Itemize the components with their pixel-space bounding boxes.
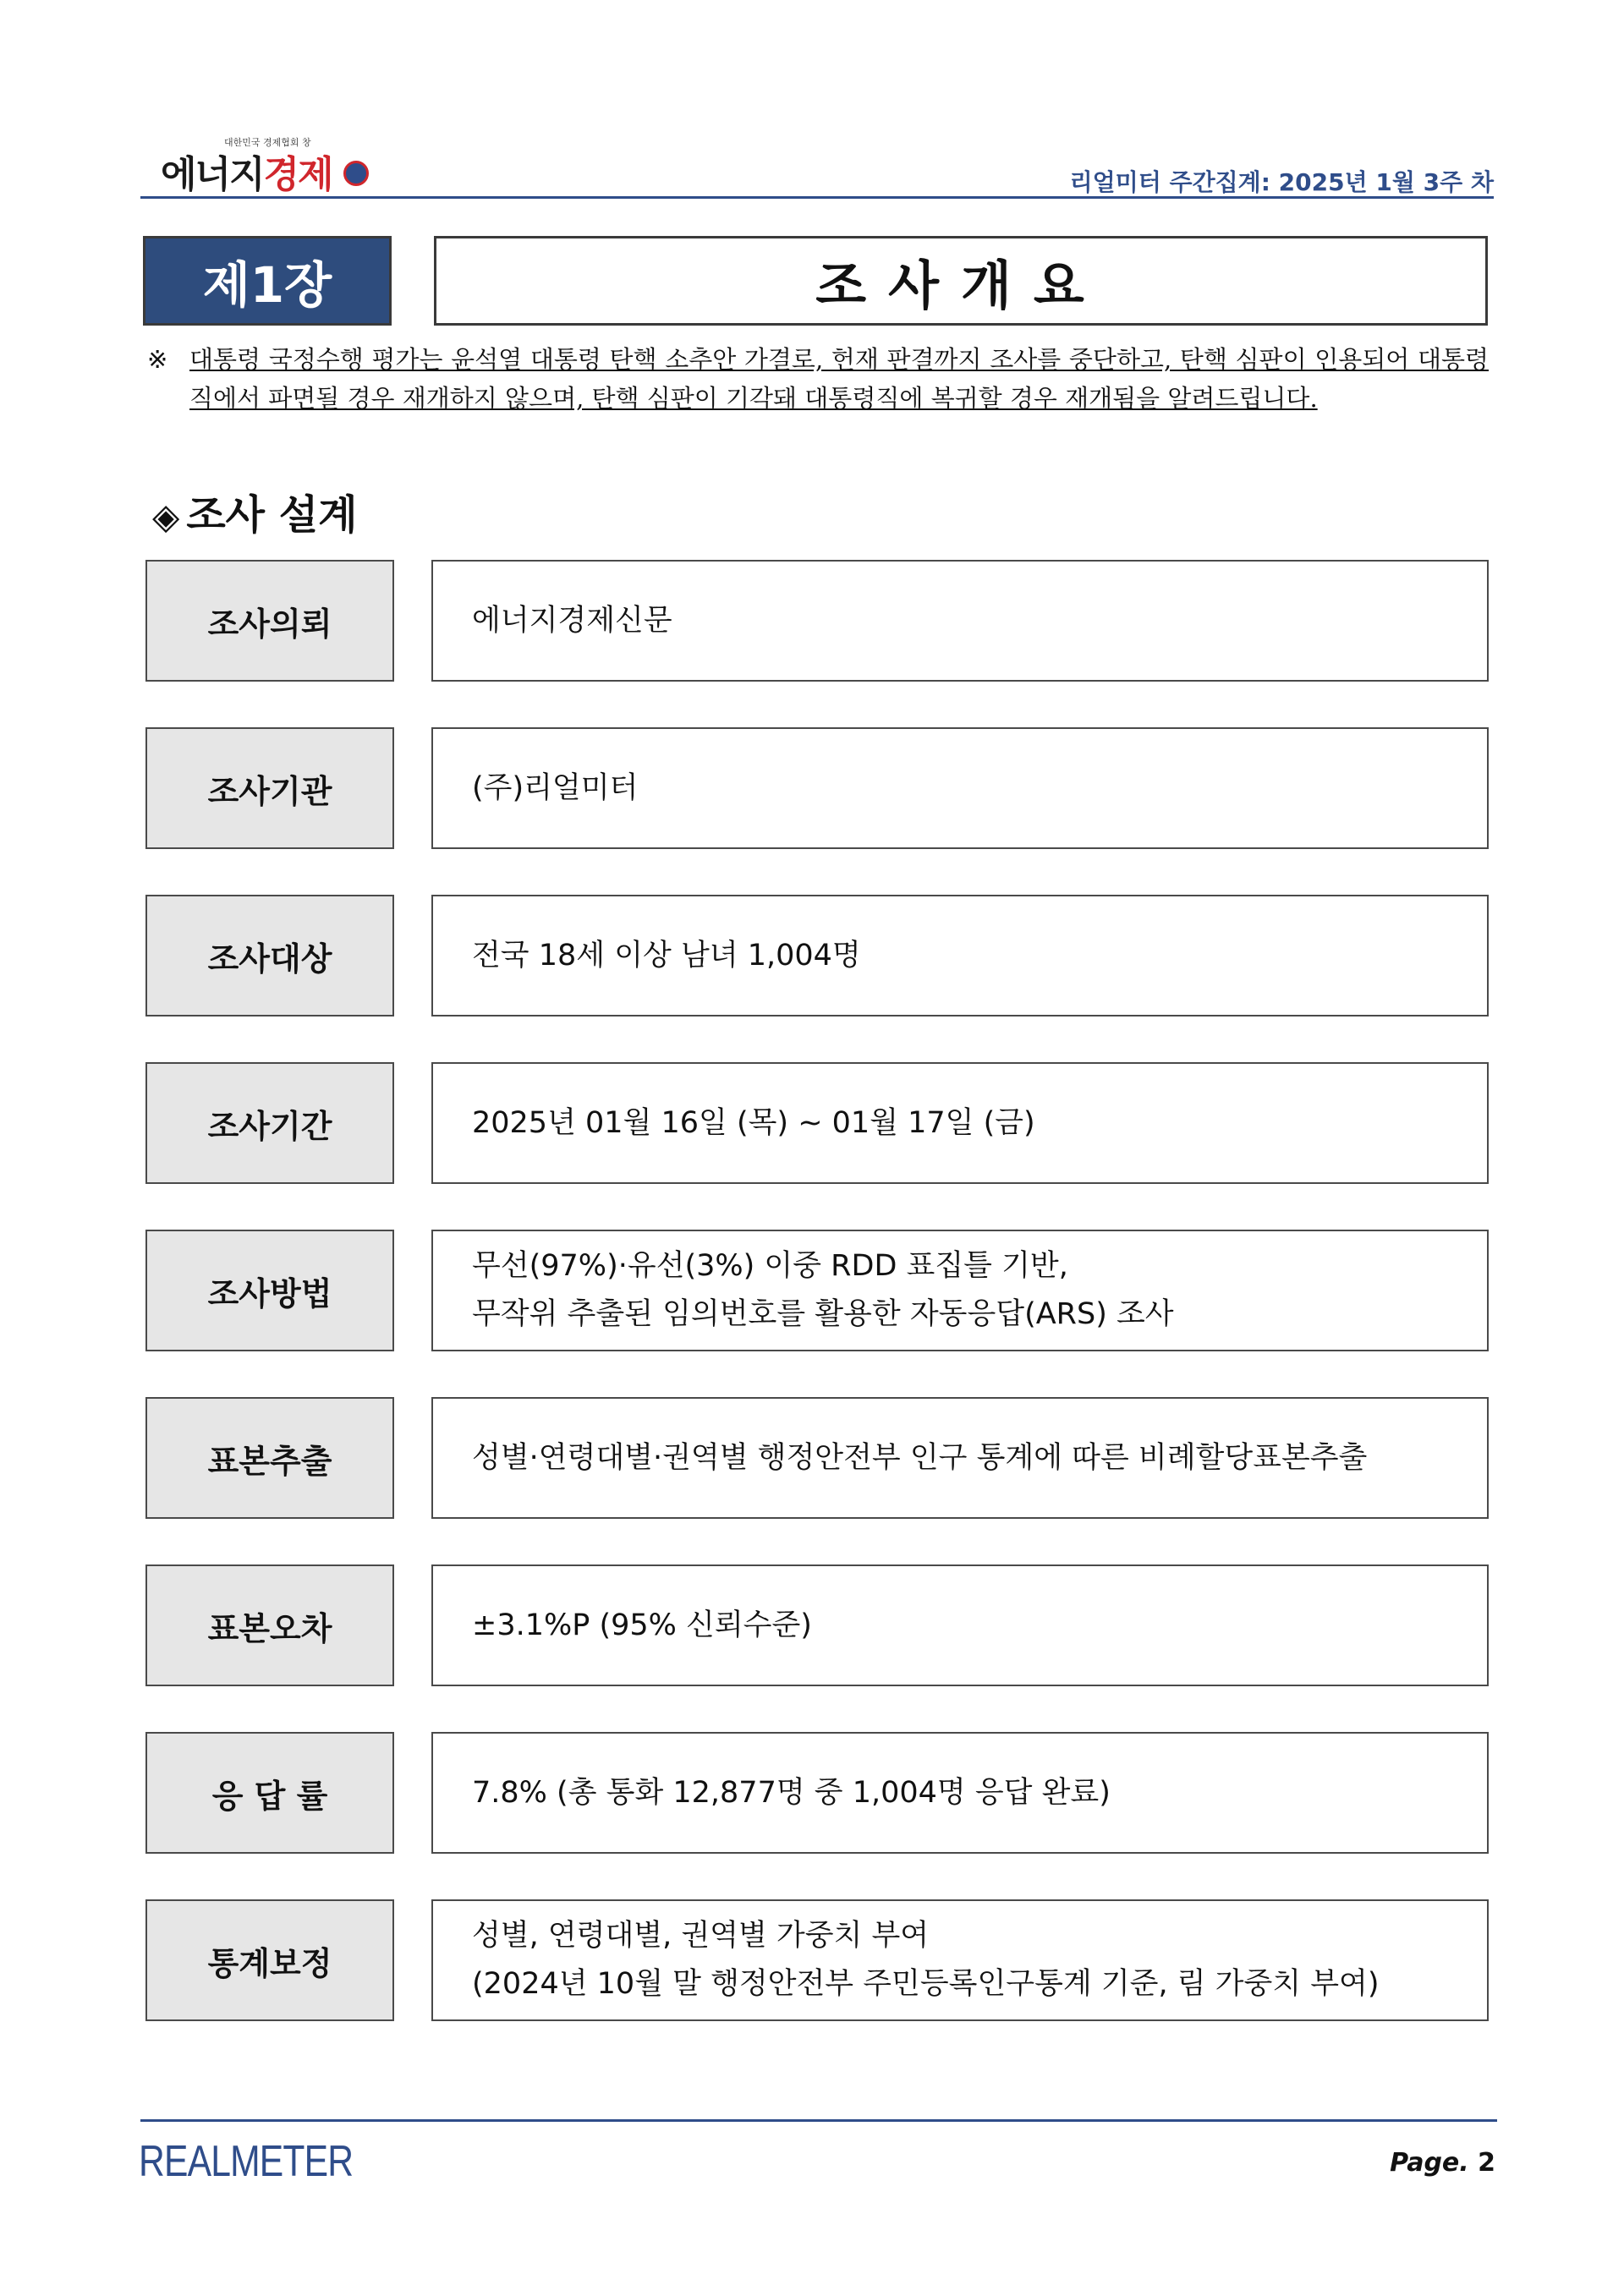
row-value-line: 에너지경제신문 bbox=[472, 603, 672, 638]
row-value-line: 2025년 01월 16일 (목) ~ 01월 17일 (금) bbox=[472, 1105, 1035, 1140]
table-row bbox=[145, 1062, 1490, 1184]
table-row bbox=[145, 727, 1490, 849]
logo-wordmark bbox=[161, 144, 332, 198]
table-row bbox=[145, 1564, 1490, 1686]
table-row bbox=[145, 1397, 1490, 1519]
row-label: 조사기관 bbox=[145, 727, 394, 849]
row-value bbox=[431, 1732, 1489, 1854]
report-header-title: 리얼미터 주간집계: 2025년 1월 3주 차 bbox=[1069, 168, 1494, 196]
row-value-line: (주)리얼미터 bbox=[472, 770, 639, 805]
row-value-line: 7.8% (총 통화 12,877명 중 1,004명 응답 완료) bbox=[472, 1775, 1111, 1810]
table-row bbox=[145, 1732, 1490, 1854]
row-value bbox=[431, 560, 1489, 682]
table-row bbox=[145, 1899, 1490, 2021]
table-row bbox=[145, 895, 1490, 1016]
row-value-line: ±3.1%P (95% 신뢰수준) bbox=[472, 1608, 812, 1642]
newspaper-logo bbox=[161, 134, 381, 196]
footer-brand-logo: REALMETER bbox=[139, 2137, 354, 2186]
page-number bbox=[1390, 2148, 1495, 2178]
row-value bbox=[431, 1062, 1489, 1184]
logo-emblem-icon bbox=[343, 161, 369, 186]
row-value-line: 성별·연령대별·권역별 행정안전부 인구 통계에 따른 비례할당표본추출 bbox=[472, 1440, 1368, 1475]
chapter-title: 조사개요 bbox=[434, 236, 1488, 326]
row-value-line: (2024년 10월 말 행정안전부 주민등록인구통계 기준, 림 가중치 부여) bbox=[472, 1967, 1380, 2001]
row-value bbox=[431, 1899, 1489, 2021]
row-label: 조사방법 bbox=[145, 1230, 394, 1351]
row-value bbox=[431, 1230, 1489, 1351]
row-value bbox=[431, 1397, 1489, 1519]
row-value bbox=[431, 895, 1489, 1016]
row-value bbox=[431, 727, 1489, 849]
footer-divider bbox=[140, 2119, 1497, 2122]
page-label: Page. bbox=[1390, 2148, 1469, 2178]
logo-wordmark-part1: 에너지 bbox=[161, 153, 264, 196]
row-label: 조사대상 bbox=[145, 895, 394, 1016]
table-row bbox=[145, 560, 1490, 682]
notice-text: 대통령 국정수행 평가는 윤석열 대통령 탄핵 소추안 가결로, 헌재 판결까지 조사를 중단하고, 탄핵 심판이 인용되어 대통령직에서 파면될 경우 재개하지 않으며, 탄핵 심판이 기각돼 대통령직에 복귀할 경우 재개됨을 알려드립니다. bbox=[189, 345, 1489, 413]
row-label: 통계보정 bbox=[145, 1899, 394, 2021]
row-label: 조사기간 bbox=[145, 1062, 394, 1184]
reference-mark: ※ bbox=[147, 345, 168, 374]
row-value-line: 무작위 추출된 임의번호를 활용한 자동응답(ARS) 조사 bbox=[472, 1297, 1174, 1331]
logo-wordmark-part2: 경제 bbox=[263, 153, 332, 196]
row-value bbox=[431, 1564, 1489, 1686]
row-label: 응 답 률 bbox=[145, 1732, 394, 1854]
row-label: 조사의뢰 bbox=[145, 560, 394, 682]
row-value-line: 무선(97%)·유선(3%) 이중 RDD 표집틀 기반, bbox=[472, 1249, 1068, 1283]
page-number-value: 2 bbox=[1478, 2148, 1495, 2178]
notice-block bbox=[147, 340, 1489, 418]
section-heading-text: 조사 설계 bbox=[186, 491, 358, 539]
section-heading bbox=[152, 482, 358, 540]
header-divider bbox=[140, 196, 1494, 199]
row-value-line: 전국 18세 이상 남녀 1,004명 bbox=[472, 938, 861, 973]
row-label: 표본오차 bbox=[145, 1564, 394, 1686]
row-label: 표본추출 bbox=[145, 1397, 394, 1519]
table-row bbox=[145, 1230, 1490, 1351]
chapter-label: 제1장 bbox=[143, 236, 392, 326]
logo-tagline: 대한민국 경제협회 창 bbox=[224, 137, 311, 148]
row-value-line: 성별, 연령대별, 권역별 가중치 부여 bbox=[472, 1919, 930, 1953]
diamond-icon: ◈ bbox=[152, 496, 180, 537]
